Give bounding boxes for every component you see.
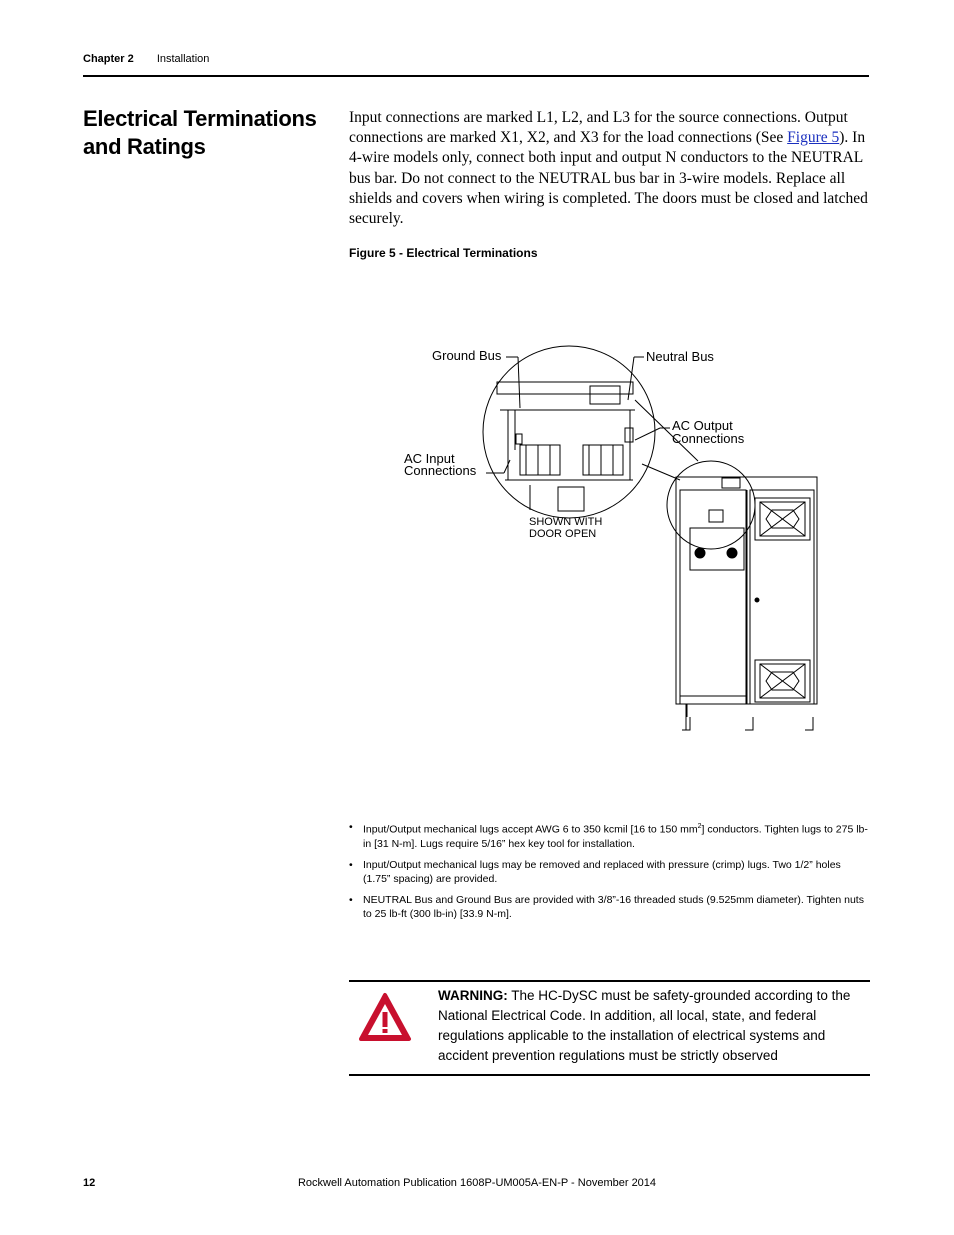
list-item [349,820,869,852]
figure-5-link[interactable]: Figure 5 [787,129,840,147]
terminal-detail-drawing [483,346,655,518]
list-item: • NEUTRAL Bus and Ground Bus are provided with 3/8”-16 threaded studs (9.525mm diameter). Tighten nuts to 25 lb-ft (300 lb-in) [33.9 N-m]. [349,893,869,922]
page-header [83,53,209,65]
warning-body: The HC-DySC must be safety-grounded according to the National Electrical Code. In addition, all local, state, and federal regulations applicable to the installation of electrical systems and accident prevention regulations must be strictly observed [438,988,851,1063]
bullet-1-superscript: 2 [697,823,702,830]
bullet-1-text-b: ] conductors. Tighten lugs to 275 lb-in [31 N-m]. Lugs require 5/16” hex key tool for installation. [363,823,868,850]
list-item: • Input/Output mechanical lugs may be removed and replaced with pressure (crimp) lugs. Two 1/2” holes (1.75” spacing) are provided. [349,858,869,887]
section-title: Electrical Terminations and Ratings [83,106,317,159]
warning-bottom-rule [349,1074,870,1076]
chapter-label: Chapter 2 [83,53,134,65]
door-open-label-line1: SHOWN WITH [529,516,603,528]
figure-caption: Figure 5 - Electrical Terminations [349,246,538,260]
ac-output-label-line1: AC Output [672,418,733,433]
bullet-1-text-a: Input/Output mechanical lugs accept AWG 6 to 350 kcmil [16 to 150 mm [363,823,698,836]
footer-publication: Rockwell Automation Publication 1608P-UM005A-EN-P - November 2014 [297,1177,657,1189]
warning-triangle-icon [358,992,412,1042]
door-open-label-line2: DOOR OPEN [529,528,597,540]
chapter-section: Installation [156,53,210,65]
specification-bullets [349,820,869,928]
ground-bus-label: Ground Bus [432,348,502,363]
body-text-part1: Input connections are marked L1, L2, and L3 for the source connections. Output connections are marked X1, X2, and X3 for the load connections (See [349,109,848,147]
electrical-terminations-figure [380,330,840,750]
ac-input-label-line1: AC Input [404,451,455,466]
ac-input-label-line2: Connections [404,463,477,478]
cabinet-drawing [676,477,817,730]
page-number: 12 [83,1177,96,1189]
warning-text [438,986,863,1066]
warning-top-rule [349,980,870,982]
header-rule [83,75,869,77]
warning-label: WARNING: [438,988,508,1003]
body-text-part2: ). In 4-wire models only, connect both input and output N conductors to the NEUTRAL bus bar. Do not connect to the NEUTRAL bus bar in 3-wire models. Replace all shields and covers when wiring is completed. The doors must be closed and latched securely. [349,129,868,228]
body-paragraph [349,108,869,229]
neutral-bus-label: Neutral Bus [646,349,714,364]
ac-output-label-line2: Connections [672,431,745,446]
